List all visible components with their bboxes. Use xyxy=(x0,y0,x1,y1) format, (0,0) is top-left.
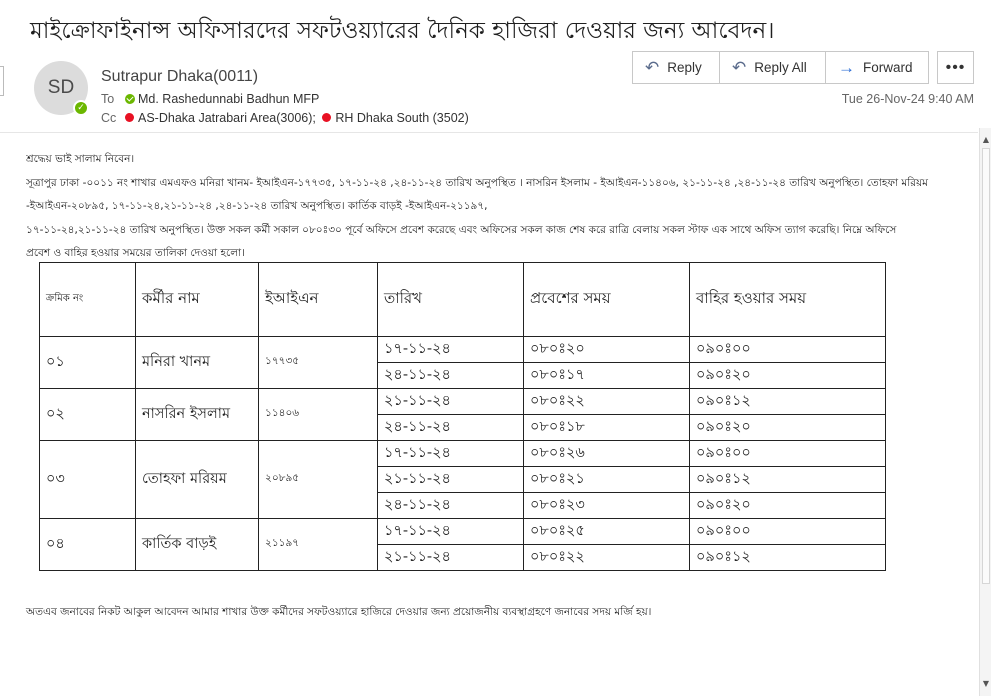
cell-date: ১৭-১১-২৪ xyxy=(378,337,524,363)
body-line-1: সূত্রাপুর ঢাকা -০০১১ নং শাখার এমএফও মনিরা খানম- ইআইএন-১৭৭৩৫, ১৭-১১-২৪ ,২৪-১১-২৪ তারিখ অনুপস্থিত । নাসরিন ইসলাম - ইআইএন-১১৪০৬, ২১-১১-২৪ ,২৪-১১-২৪ তারিখ অনুপস্থিত। তোহফা মরিয়ম xyxy=(26,176,929,189)
cell-entry: ০৮০ঃ২১ xyxy=(524,467,690,493)
cell-name: কার্তিক বাড়ই xyxy=(136,519,259,571)
forward-label: Forward xyxy=(863,60,913,75)
reply-arrow-icon: ↶ xyxy=(645,57,660,77)
cell-entry: ০৮০ঃ২৩ xyxy=(524,493,690,519)
body-greeting: শ্রদ্ধেয় ভাই সালাম নিবেন। xyxy=(26,153,135,165)
presence-check-icon xyxy=(125,94,135,104)
cell-date: ২৪-১১-২৪ xyxy=(378,363,524,389)
presence-busy-icon xyxy=(322,113,331,122)
reply-all-arrow-icon: ↶ xyxy=(732,57,747,77)
cell-serial: ০৩ xyxy=(40,441,136,519)
cc-recipient-2[interactable]: RH Dhaka South (3502) xyxy=(335,111,469,125)
table-row xyxy=(40,441,886,467)
scroll-up-icon[interactable]: ▲ xyxy=(982,135,990,144)
reply-label: Reply xyxy=(667,60,702,75)
header-divider xyxy=(0,132,978,133)
vertical-scrollbar[interactable] xyxy=(979,128,991,696)
cell-date: ২১-১১-২৪ xyxy=(378,467,524,493)
cell-date: ১৭-১১-২৪ xyxy=(378,519,524,545)
table-row xyxy=(40,519,886,545)
reply-all-label: Reply All xyxy=(754,60,807,75)
presence-available-icon: ✓ xyxy=(73,100,89,116)
cc-recipient-1[interactable]: AS-Dhaka Jatrabari Area(3006); xyxy=(138,111,316,125)
cell-name: নাসরিন ইসলাম xyxy=(136,389,259,441)
window-edge-marker xyxy=(0,66,4,96)
cell-entry: ০৮০ঃ১৮ xyxy=(524,415,690,441)
message-body xyxy=(26,148,976,266)
body-line-3: ১৭-১১-২৪,২১-১১-২৪ তারিখ অনুপস্থিত। উক্ত সকল কর্মী সকাল ০৮০ঃ৩০ পূর্বে অফিসে প্রবেশ করেছে এবং অফিসের সকল কাজ শেষ করে রাত্রি বেলায় সকল স্টাফ এক সাথে অফিস ত্যাগ করেছি। নিম্নে অফিসে xyxy=(26,223,897,236)
body-closing: অতএব জনাবের নিকট আকুল আবেদন আমার শাখার উক্ত কর্মীদের সফটওয়্যারে হাজিরে দেওয়ার জন্য প্রয়োজনীয় ব্যবস্থাগ্রহণে জনাবের সদয় মর্জি হয়। xyxy=(26,606,652,618)
cell-exit: ০৯০ঃ১২ xyxy=(690,467,886,493)
header-exit-time: বাহির হওয়ার সময় xyxy=(690,263,886,337)
cc-label: Cc xyxy=(101,111,117,125)
cell-serial: ০২ xyxy=(40,389,136,441)
cell-entry: ০৮০ঃ২৬ xyxy=(524,441,690,467)
message-actions xyxy=(632,51,974,84)
table-row xyxy=(40,389,886,415)
forward-button[interactable] xyxy=(826,51,929,84)
header-date: তারিখ xyxy=(378,263,524,337)
scroll-down-icon[interactable]: ▼ xyxy=(982,679,990,688)
header-ein: ইআইএন xyxy=(259,263,378,337)
cell-ein: ১৭৭৩৫ xyxy=(259,337,378,389)
cell-date: ২৪-১১-২৪ xyxy=(378,415,524,441)
cell-date: ২৪-১১-২৪ xyxy=(378,493,524,519)
cell-ein: ১১৪০৬ xyxy=(259,389,378,441)
avatar-initials: SD xyxy=(47,77,75,98)
more-icon: ••• xyxy=(945,58,966,76)
cell-entry: ০৮০ঃ২৫ xyxy=(524,519,690,545)
cell-ein: ২০৮৯৫ xyxy=(259,441,378,519)
cell-entry: ০৮০ঃ২০ xyxy=(524,337,690,363)
header-serial: ক্রমিক নং xyxy=(40,263,136,337)
attendance-table xyxy=(39,262,886,571)
table-row xyxy=(40,337,886,363)
to-line xyxy=(101,92,319,106)
cell-name: তোহফা মরিয়ম xyxy=(136,441,259,519)
reply-button[interactable] xyxy=(632,51,720,84)
cell-exit: ০৯০ঃ২০ xyxy=(690,493,886,519)
cell-exit: ০৯০ঃ১২ xyxy=(690,389,886,415)
to-label: To xyxy=(101,92,115,106)
header-entry-time: প্রবেশের সময় xyxy=(524,263,690,337)
cell-exit: ০৯০ঃ০০ xyxy=(690,441,886,467)
body-line-2: -ইআইএন-২০৮৯৫, ১৭-১১-২৪,২১-১১-২৪ ,২৪-১১-২৪ তারিখ অনুপস্থিত। কার্তিক বাড়ই -ইআইএন-২১১৯৭, xyxy=(26,200,488,212)
cell-name: মনিরা খানম xyxy=(136,337,259,389)
cell-exit: ০৯০ঃ০০ xyxy=(690,337,886,363)
to-recipient[interactable]: Md. Rashedunnabi Badhun MFP xyxy=(138,92,320,106)
reply-all-button[interactable] xyxy=(720,51,826,84)
body-line-4: প্রবেশ ও বাহির হওয়ার সময়ের তালিকা দেওয়া হলো। xyxy=(26,247,245,259)
cc-line xyxy=(101,111,469,125)
sender-name[interactable]: Sutrapur Dhaka(0011) xyxy=(101,68,259,85)
cell-exit: ০৯০ঃ২০ xyxy=(690,363,886,389)
cell-date: ২১-১১-২৪ xyxy=(378,545,524,571)
forward-arrow-icon: → xyxy=(838,57,855,77)
presence-busy-icon xyxy=(125,113,134,122)
cell-exit: ০৯০ঃ২০ xyxy=(690,415,886,441)
cell-exit: ০৯০ঃ১২ xyxy=(690,545,886,571)
cell-ein: ২১১৯৭ xyxy=(259,519,378,571)
cell-exit: ০৯০ঃ০০ xyxy=(690,519,886,545)
cell-serial: ০১ xyxy=(40,337,136,389)
sent-date: Tue 26-Nov-24 9:40 AM xyxy=(841,92,974,106)
table-header-row xyxy=(40,263,886,337)
cell-entry: ০৮০ঃ২২ xyxy=(524,389,690,415)
cell-entry: ০৮০ঃ২২ xyxy=(524,545,690,571)
header-name: কর্মীর নাম xyxy=(136,263,259,337)
cell-entry: ০৮০ঃ১৭ xyxy=(524,363,690,389)
cell-date: ১৭-১১-২৪ xyxy=(378,441,524,467)
cell-serial: ০৪ xyxy=(40,519,136,571)
more-actions-button[interactable] xyxy=(937,51,974,84)
scrollbar-thumb[interactable] xyxy=(982,148,990,584)
cell-date: ২১-১১-২৪ xyxy=(378,389,524,415)
email-subject: মাইক্রোফাইনান্স অফিসারদের সফটওয়্যারের দৈনিক হাজিরা দেওয়ার জন্য আবেদন। xyxy=(30,18,775,44)
